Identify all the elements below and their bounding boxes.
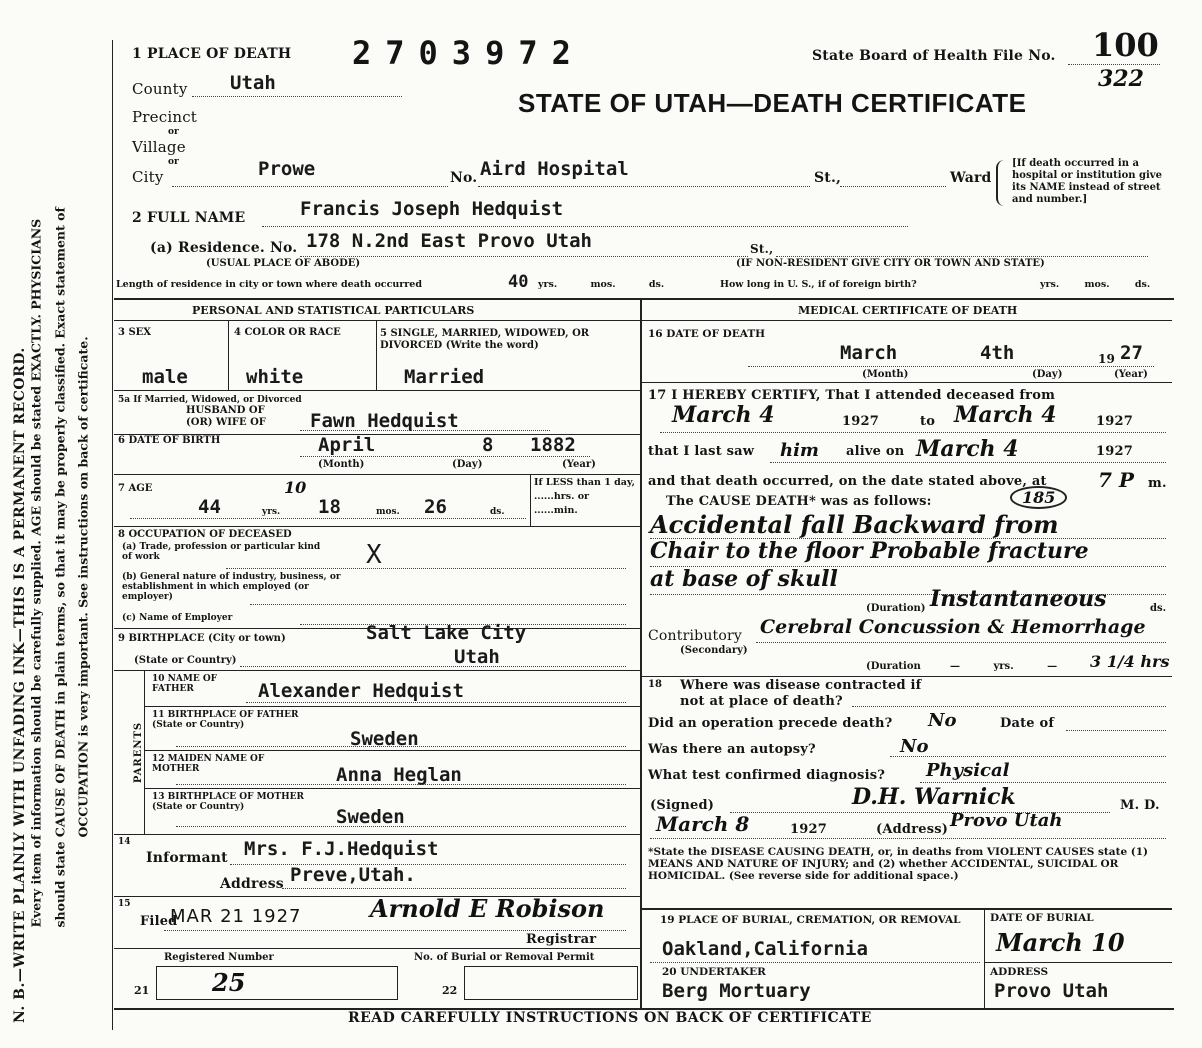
cause-line-1: Accidental fall Backward from: [650, 510, 1059, 539]
duration-label: (Duration): [866, 603, 926, 614]
informant-address-label: Address: [220, 876, 284, 892]
dob-label: 6 DATE OF BIRTH: [118, 435, 221, 446]
sex-value: male: [142, 366, 188, 388]
attend-from-year-prefix: 1927: [842, 414, 879, 429]
full-name-label: 2 FULL NAME: [132, 210, 246, 226]
last-saw-who: him: [780, 440, 819, 461]
county-value: Utah: [230, 72, 276, 94]
sex-label: 3 SEX: [118, 327, 152, 338]
hospital-note-brace: [996, 160, 1008, 206]
undertaker-address: Provo Utah: [994, 980, 1109, 1002]
certificate-title: STATE OF UTAH—DEATH CERTIFICATE: [518, 88, 1027, 118]
mother-birthplace-label: 13 BIRTHPLACE OF MOTHER (State or Country): [152, 792, 304, 812]
signed-address: Provo Utah: [950, 810, 1063, 831]
marital-value: Married: [404, 366, 485, 388]
duration-2-label: (Duration: [866, 661, 921, 672]
signed-year: 1927: [790, 822, 827, 837]
color-value: white: [246, 366, 304, 388]
signed-label: (Signed): [650, 798, 715, 813]
alive-on-label: alive on: [846, 444, 905, 459]
spouse-label-1: 5a If Married, Widowed, or Divorced: [118, 395, 302, 405]
margin-line-2: Every item of information should be carefully supplied. AGE should be stated EXACTLY. PHYSICIANS: [28, 218, 44, 928]
death-month: March: [840, 342, 898, 364]
undertaker-label: 20 UNDERTAKER: [662, 966, 766, 978]
file-number-label: State Board of Health File No.: [812, 48, 1056, 64]
informant-value: Mrs. F.J.Hedquist: [244, 838, 439, 860]
alive-on-year: 1927: [1096, 444, 1133, 459]
or-label-1: or: [168, 127, 179, 137]
file-number: 100: [1092, 26, 1159, 64]
occupation-a: (a) Trade, profession or particular kind of work: [122, 542, 321, 562]
cause-code: 185: [1010, 486, 1067, 509]
county-label: County: [132, 80, 188, 98]
attend-to: March 4: [954, 402, 1057, 428]
color-label: 4 COLOR OR RACE: [234, 327, 341, 338]
death-year: 27: [1120, 342, 1143, 364]
duration-value: Instantaneous: [930, 586, 1107, 612]
date-of-death-label: 16 DATE OF DEATH: [648, 328, 766, 340]
dob-month-caption: (Month): [318, 459, 365, 470]
occupation-c: (c) Name of Employer: [122, 613, 233, 623]
dob-year: 1882: [530, 434, 576, 456]
ward-label: Ward: [950, 170, 992, 186]
attend-to-year: 1927: [1096, 414, 1133, 429]
signed-date: March 8: [656, 812, 750, 836]
burial-permit-box: [464, 966, 638, 1000]
attend-from: March 4: [672, 402, 775, 428]
undertaker-address-label: ADDRESS: [990, 966, 1049, 978]
parents-label: PARENTS: [133, 721, 145, 784]
abode-note: (USUAL PLACE OF ABODE): [206, 258, 361, 269]
to-label: to: [920, 414, 936, 429]
mother-birthplace: Sweden: [336, 806, 405, 828]
city-label: City: [132, 168, 164, 186]
file-number-2: 322: [1098, 66, 1144, 92]
informant-address: Preve,Utah.: [290, 864, 416, 886]
certify-label: 17 I HEREBY CERTIFY, That I attended deceased from: [648, 388, 1056, 403]
birthplace-state: Utah: [454, 646, 500, 668]
margin-line-1: N. B.—WRITE PLAINLY WITH UNFADING INK—THIS IS A PERMANENT RECORD.: [12, 347, 28, 1023]
age-years: 44: [198, 496, 221, 518]
duration-2-value: 3 1/4 hrs: [1090, 652, 1170, 671]
precinct-label: Precinct: [132, 108, 198, 126]
death-year-prefix: 19: [1098, 352, 1116, 366]
village-label: Village: [132, 138, 186, 156]
margin-instructions: [0, 0, 110, 1048]
spouse-label-3: (OR) WIFE OF: [186, 417, 266, 428]
burial-date-label: DATE OF BURIAL: [990, 912, 1094, 924]
mother-name: Anna Heglan: [336, 764, 462, 786]
residence-label: (a) Residence. No.: [150, 240, 298, 256]
box-21-label: 21: [134, 984, 150, 997]
occupation-b: (b) General nature of industry, business, or establishment in which employed (or employer): [122, 572, 341, 602]
or-label-2: or: [168, 157, 179, 167]
length-residence-units: yrs. mos. ds.: [538, 279, 665, 290]
spouse-value: Fawn Hedquist: [310, 410, 459, 432]
father-name-label: 10 NAME OF FATHER: [152, 674, 218, 694]
burial-place: Oakland,California: [662, 938, 868, 960]
less-than-day: If LESS than 1 day, ......hrs. or ......min.: [534, 477, 635, 516]
contributory-label: Contributory: [648, 628, 742, 644]
registered-number-box: [156, 966, 398, 1000]
birthplace-label: 9 BIRTHPLACE (City or town): [118, 633, 286, 644]
dob-year-caption: (Year): [562, 459, 596, 470]
margin-line-3: should state CAUSE OF DEATH in plain terms, so that it may be properly classified. Exact statement of: [52, 207, 68, 928]
burial-permit-label: No. of Burial or Removal Permit: [414, 952, 595, 963]
marital-label: 5 SINGLE, MARRIED, WIDOWED, OR DIVORCED (Write the word): [380, 328, 590, 351]
filed-number: 15: [118, 899, 131, 909]
last-saw-label: that I last saw: [648, 444, 755, 459]
cause-label: The CAUSE DEATH* was as follows:: [666, 494, 932, 509]
father-birthplace: Sweden: [350, 728, 419, 750]
us-residence-units: yrs. mos. ds.: [1040, 279, 1151, 290]
age-months-handwritten: 10: [284, 478, 307, 497]
death-day-caption: (Day): [1032, 369, 1063, 380]
certificate-number: 2703972: [352, 34, 585, 72]
operation-value: No: [928, 710, 957, 731]
dob-month: April: [318, 434, 376, 456]
medical-section-title: MEDICAL CERTIFICATE OF DEATH: [798, 304, 1018, 317]
age-units-mos: mos.: [376, 507, 400, 517]
us-residence-label: How long in U. S., if of foreign birth?: [720, 279, 917, 290]
place-of-death-label: 1 PLACE OF DEATH: [132, 46, 292, 62]
signed-address-label: (Address): [876, 822, 949, 837]
length-residence-label: Length of residence in city or town where death occurred: [116, 279, 422, 290]
mother-name-label: 12 MAIDEN NAME OF MOTHER: [152, 754, 265, 774]
death-month-caption: (Month): [862, 369, 909, 380]
death-year-caption: (Year): [1114, 369, 1148, 380]
md-label: M. D.: [1120, 798, 1160, 813]
occupation-mark: X: [366, 540, 382, 570]
registrar-signature: Arnold E Robison: [370, 894, 605, 923]
registered-number-label: Registered Number: [164, 952, 274, 963]
secondary-label: (Secondary): [680, 645, 748, 656]
cause-line-2: Chair to the floor Probable fracture: [650, 538, 1089, 564]
autopsy-label: Was there an autopsy?: [648, 742, 816, 757]
spouse-label-2: HUSBAND OF: [186, 405, 265, 416]
age-units-ds: ds.: [490, 507, 505, 517]
contributory-value: Cerebral Concussion & Hemorrhage: [760, 616, 1146, 638]
death-day: 4th: [980, 342, 1015, 364]
age-days: 26: [424, 496, 447, 518]
dob-day-caption: (Day): [452, 459, 483, 470]
residence-value: 178 N.2nd East Provo Utah: [306, 230, 592, 252]
margin-line-4: OCCUPATION is very important. See instructions on back of certificate.: [75, 336, 91, 838]
burial-date: March 10: [996, 928, 1125, 957]
box-22-label: 22: [442, 984, 458, 997]
death-time: 7 P: [1098, 468, 1134, 492]
cause-footnote: *State the DISEASE CAUSING DEATH, or, in deaths from VIOLENT CAUSES state (1) MEANS AND NATURE OF INJURY; and (2) whether ACCIDENTAL, SUICIDAL OR HOMICIDAL. (See reverse side for additional space.): [648, 846, 1149, 882]
date-of-label: Date of: [1000, 716, 1055, 731]
test-label: What test confirmed diagnosis?: [648, 768, 886, 783]
hospital-note: [If death occurred in a hospital or institution give its NAME instead of street and number.]: [1012, 158, 1162, 205]
city-value: Prowe: [258, 158, 316, 180]
personal-section-title: PERSONAL AND STATISTICAL PARTICULARS: [192, 304, 475, 317]
m-label: m.: [1148, 476, 1167, 491]
st-label: St.,: [814, 170, 842, 186]
where-number: 18: [648, 679, 662, 690]
undertaker: Berg Mortuary: [662, 980, 811, 1002]
alive-on: March 4: [916, 436, 1019, 462]
father-name: Alexander Hedquist: [258, 680, 464, 702]
age-months: 18: [318, 496, 341, 518]
duration-2-yrs: — yrs. —: [950, 661, 1058, 672]
test-value: Physical: [926, 760, 1010, 781]
age-label: 7 AGE: [118, 483, 153, 494]
dob-day: 8: [482, 434, 494, 456]
age-units-yrs: yrs.: [262, 507, 281, 517]
street-no-label: No.: [450, 170, 478, 186]
footer-instructions: READ CAREFULLY INSTRUCTIONS ON BACK OF CERTIFICATE: [348, 1010, 872, 1026]
registered-number: 25: [212, 968, 246, 997]
occupation-label: 8 OCCUPATION OF DECEASED: [118, 529, 292, 540]
filed-label: Filed: [140, 914, 178, 929]
full-name-value: Francis Joseph Hedquist: [300, 198, 564, 220]
informant-number: 14: [118, 837, 131, 847]
registrar-label: Registrar: [526, 932, 597, 947]
death-occurred-label: and that death occurred, on the date stated above, at: [648, 474, 1047, 489]
nonresident-note: (IF NON-RESIDENT GIVE CITY OR TOWN AND STATE): [736, 258, 1045, 269]
where-contracted-label: Where was disease contracted if not at place of death?: [680, 678, 922, 709]
birthplace-city: Salt Lake City: [366, 622, 527, 644]
filed-date: MAR 21 1927: [170, 906, 302, 927]
margin-rule: [112, 40, 113, 1030]
hospital-value: Aird Hospital: [480, 158, 629, 180]
burial-place-label: 19 PLACE OF BURIAL, CREMATION, OR REMOVAL: [660, 914, 961, 926]
length-residence-value: 40: [508, 272, 529, 292]
informant-label: Informant: [146, 850, 228, 866]
birthplace-state-label: (State or Country): [134, 655, 237, 666]
cause-line-3: at base of skull: [650, 566, 838, 592]
father-birthplace-label: 11 BIRTHPLACE OF FATHER (State or Country): [152, 710, 299, 730]
physician-signature: D.H. Warnick: [852, 784, 1016, 810]
operation-label: Did an operation precede death?: [648, 716, 893, 731]
duration-ds-label: ds.: [1150, 603, 1167, 614]
residence-st-label: St.,: [750, 242, 774, 256]
autopsy-value: No: [900, 736, 929, 757]
